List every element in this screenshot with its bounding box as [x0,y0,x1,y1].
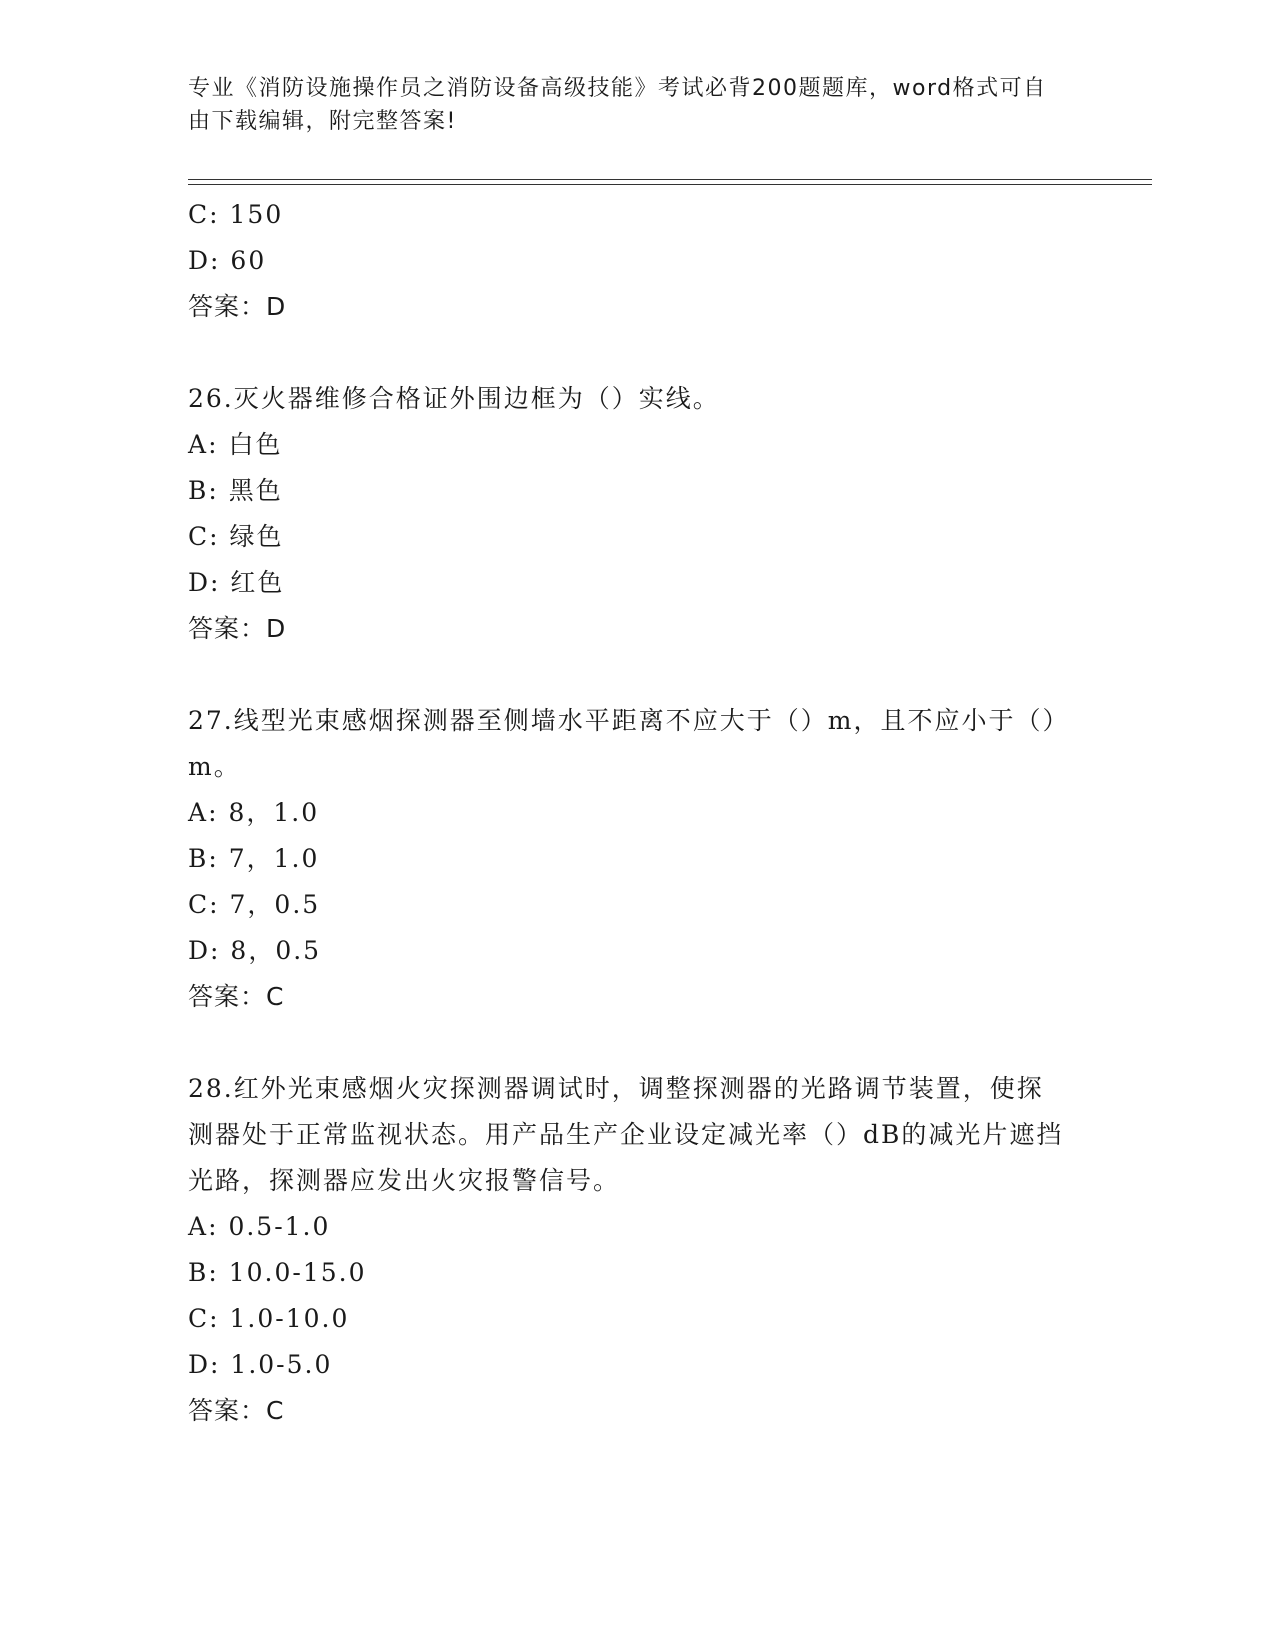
answer-line: 答案：D [188,292,287,321]
option-d: D: 1.0-5.0 [188,1350,333,1379]
option-b: B: 黑色 [188,476,283,505]
spacer [188,1020,1078,1066]
answer-line: 答案：D [188,614,287,643]
option-c: C: 绿色 [188,522,284,551]
option-b: B: 10.0-15.0 [188,1258,367,1287]
document-header: 专业《消防设施操作员之消防设备高级技能》考试必背200题题库，word格式可自由下载编辑，附完整答案! [188,76,1047,134]
option-d: D: 红色 [188,568,285,597]
spacer [188,652,1078,698]
option-a: A: 8，1.0 [188,798,320,827]
question-stem: 26.灭火器维修合格证外围边框为（）实线。 [188,384,720,413]
option-d: D: 60 [188,246,267,275]
answer-line: 答案：C [188,1396,285,1425]
option-b: B: 7，1.0 [188,844,320,873]
header-rule-top [188,179,1152,180]
spacer [188,330,1078,376]
option-c: C: 1.0-10.0 [188,1304,350,1333]
option-c: C: 150 [188,200,284,229]
header-rule-bottom [188,184,1152,185]
option-a: A: 0.5-1.0 [188,1212,331,1241]
answer-line: 答案：C [188,982,285,1011]
option-d: D: 8，0.5 [188,936,322,965]
option-a: A: 白色 [188,430,283,459]
question-stem: 27.线型光束感烟探测器至侧墙水平距离不应大于（）m，且不应小于（）m。 [188,706,1057,781]
question-list [188,192,1078,1434]
question-stem: 28.红外光束感烟火灾探测器调试时，调整探测器的光路调节装置，使探测器处于正常监视状态。用产品生产企业设定减光率（）dB的减光片遮挡光路，探测器应发出火灾报警信号。 [188,1074,1064,1195]
option-c: C: 7，0.5 [188,890,321,919]
